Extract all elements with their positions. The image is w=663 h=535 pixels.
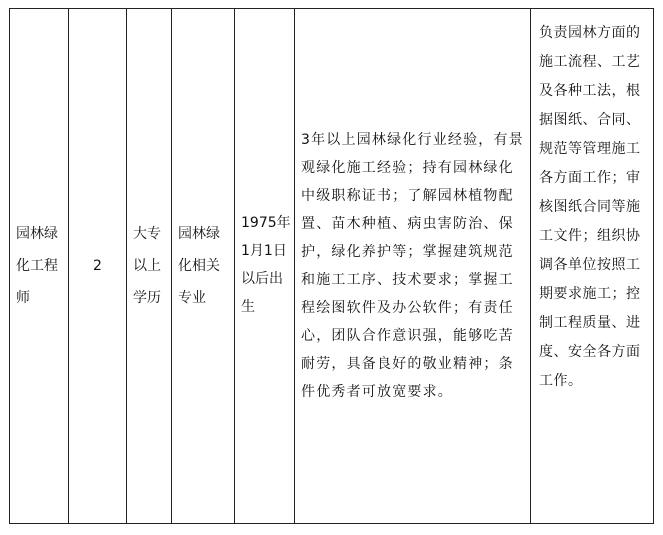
table-row (10, 9, 654, 524)
position-cell (10, 9, 69, 524)
birth-cell (235, 9, 295, 524)
major-cell (172, 9, 235, 524)
education-cell (127, 9, 172, 524)
requirements-text: 3年以上园林绿化行业经验，有景观绿化施工经验；持有园林绿化中级职称证书；了解园林植物配置、苗木种植、病虫害防治、保护，绿化养护等；掌握建筑规范和施工工序、技术要求；掌握工程绘图软件及办公软件；有责任心，团队合作意识强，能够吃苦耐劳，具备良好的敬业精神；条件优秀者可放宽要求。 (301, 132, 524, 400)
major-text: 园林绿化相关专业 (178, 226, 220, 306)
count-text: 2 (93, 258, 102, 274)
position-text: 园林绿化工程师 (16, 226, 58, 306)
requirements-cell (295, 9, 531, 524)
count-cell (69, 9, 127, 524)
duties-cell (531, 9, 654, 524)
duties-text: 负责园林方面的施工流程、工艺及各种工法，根据图纸、合同、规范等管理施工各方面工作；审核图纸合同等施工文件；组织协调各单位按照工期要求施工；控制工程质量、进度、安全各方面工作。 (539, 25, 641, 389)
job-table (9, 8, 654, 524)
birth-text: 1975年1月1日以后出生 (241, 215, 291, 315)
education-text: 大专以上学历 (133, 226, 161, 306)
